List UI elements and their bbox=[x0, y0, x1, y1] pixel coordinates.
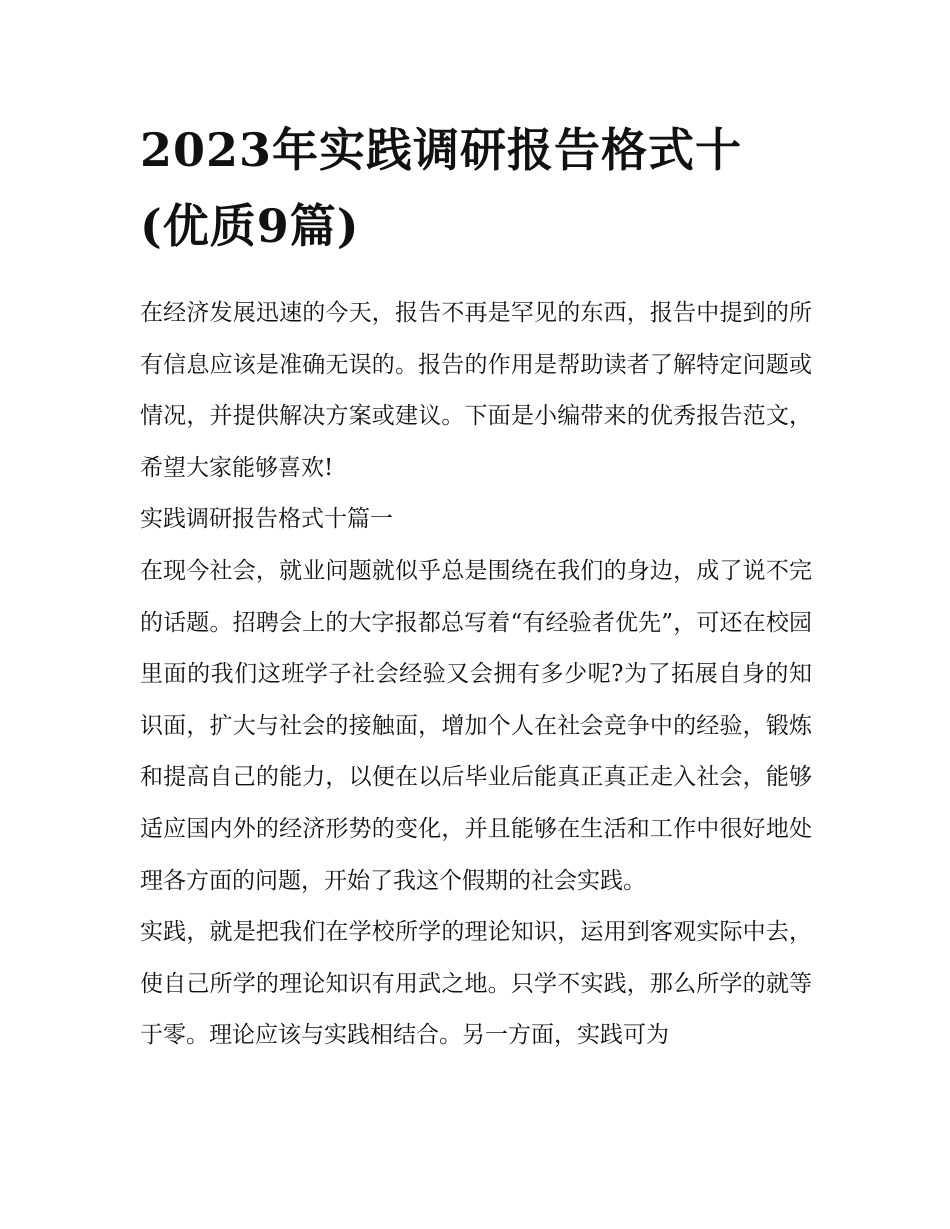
intro-paragraph: 在经济发展迅速的今天，报告不再是罕见的东西，报告中提到的所有信息应该是准确无误的。报告的作用是帮助读者了解特定问题或情况，并提供解决方案或建议。下面是小编带来的优秀报告范文，希望大家能够喜欢! bbox=[140, 300, 812, 481]
body-paragraph: 实践，就是把我们在学校所学的理论知识，运用到客观实际中去，使自己所学的理论知识有用武之地。只学不实践，那么所学的就等于零。理论应该与实践相结合。另一方面，实践可为 bbox=[140, 919, 812, 1049]
document-title bbox=[140, 112, 812, 264]
document-page bbox=[140, 112, 812, 1062]
document-body bbox=[140, 288, 812, 1062]
section-heading: 实践调研报告格式十篇一 bbox=[140, 506, 393, 533]
title-line-2: (优质9篇) bbox=[140, 199, 360, 253]
body-paragraph: 在现今社会，就业问题就似乎总是围绕在我们的身边，成了说不完的话题。招聘会上的大字报都总写着“有经验者优先”，可还在校园里面的我们这班学子社会经验又会拥有多少呢?为了拓展自身的知识面，扩大与社会的接触面，增加个人在社会竞争中的经验，锻炼和提高自己的能力，以便在以后毕业后能真正真正走入社会，能够适应国内外的经济形势的变化，并且能够在生活和工作中很好地处理各方面的问题，开始了我这个假期的社会实践。 bbox=[140, 557, 812, 894]
title-line-1: 2023年实践调研报告格式十 bbox=[140, 123, 743, 177]
